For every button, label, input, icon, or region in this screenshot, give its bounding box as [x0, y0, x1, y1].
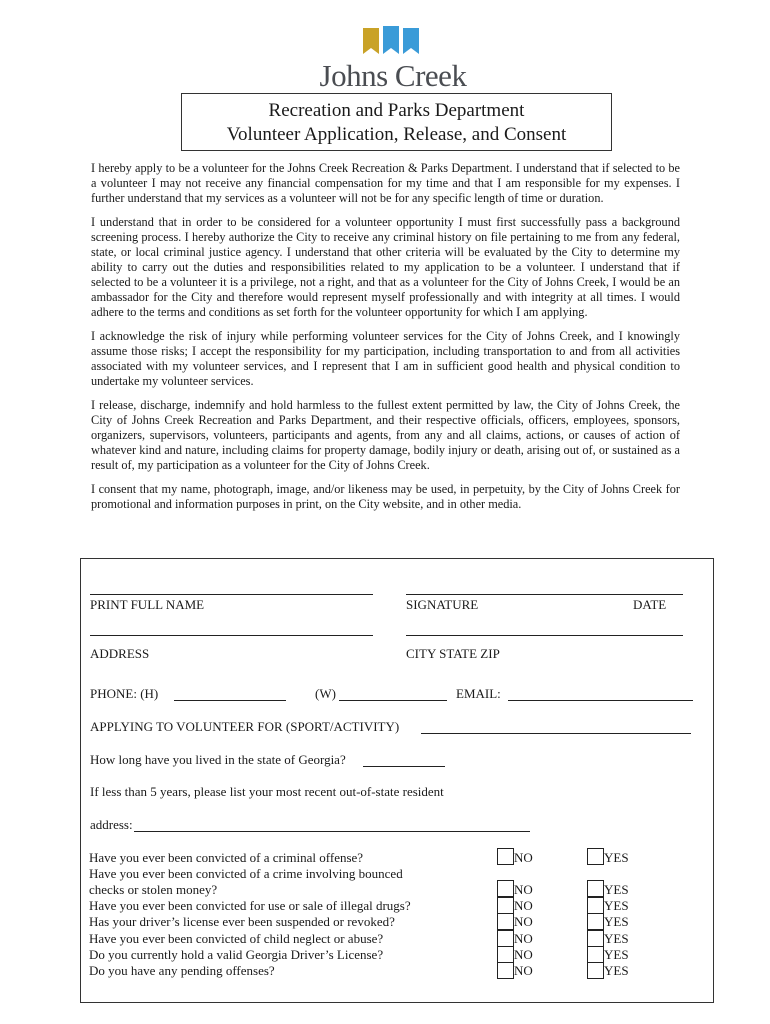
- full-name-line[interactable]: [90, 594, 373, 595]
- question-illegal-drugs: Have you ever been convicted for use or sale of illegal drugs?: [89, 898, 411, 913]
- yes-label: YES: [604, 947, 629, 962]
- yes-checkbox-child-neglect[interactable]: [587, 930, 604, 947]
- paragraph-consent: I consent that my name, photograph, image, and/or likeness may be used, in perpetuity, by the City of Johns Creek for promotional and information purposes in print, on the City website, and in other media.: [91, 482, 680, 511]
- no-label: NO: [514, 947, 533, 962]
- no-label: NO: [514, 850, 533, 865]
- no-label: NO: [514, 931, 533, 946]
- form-title: Volunteer Application, Release, and Consent: [226, 124, 567, 145]
- question-criminal-offense: Have you ever been convicted of a criminal offense?: [89, 850, 364, 865]
- address-label: ADDRESS: [90, 646, 150, 661]
- yes-checkbox-criminal-offense[interactable]: [587, 848, 604, 865]
- paragraph-background-check: I understand that in order to be considered for a volunteer opportunity I must first successfully pass a background screening process. I hereby authorize the City to receive any criminal history on file pertaining to me from any federal, state, or local criminal justice agency. I understand that other criteria will be evaluated by the City to determine my ability to carry out the duties and responsibilities related to my application to be a volunteer. I understand that if selected to be a volunteer it is a privilege, not a right, and that as a volunteer for the City of Johns Creek, I would be an ambassador for the City and therefore would represent myself professionally and with integrity at all times. I would adhere to the terms and conditions as set forth for the volunteer opportunity for which I am applying.: [91, 215, 680, 319]
- yes-label: YES: [604, 898, 629, 913]
- paragraph-risk: I acknowledge the risk of injury while performing volunteer services for the City of Johns Creek, and I knowingly assume those risks; I accept the responsibility for my participation, including transportation to and from all activities associated with my volunteer services, and I represent that I am in sufficient good health and physical condition to undertake my volunteer services.: [91, 329, 680, 388]
- yes-label: YES: [604, 850, 629, 865]
- signature-label: SIGNATURE: [406, 597, 479, 612]
- address-line-label: address:: [90, 817, 133, 832]
- no-label: NO: [514, 963, 533, 978]
- department-title: Recreation and Parks Department: [268, 100, 525, 121]
- yes-checkbox-pending-offenses[interactable]: [587, 962, 604, 979]
- georgia-question-label: How long have you lived in the state of Georgia?: [90, 752, 346, 767]
- yes-checkbox-illegal-drugs[interactable]: [587, 897, 604, 914]
- city-name: Johns Creek: [319, 58, 467, 93]
- yes-label: YES: [604, 882, 629, 897]
- banner-flags-icon: [363, 26, 423, 56]
- out-of-state-address-line[interactable]: [134, 831, 530, 832]
- no-label: NO: [514, 914, 533, 929]
- johns-creek-logo: [313, 22, 473, 92]
- yes-label: YES: [604, 914, 629, 929]
- question-child-neglect: Have you ever been convicted of child neglect or abuse?: [89, 931, 384, 946]
- question-bounced-checks: Have you ever been convicted of a crime involving bounced checks or stolen money?: [89, 866, 403, 897]
- activity-line[interactable]: [421, 733, 691, 734]
- email-line[interactable]: [508, 700, 693, 701]
- agreement-text: [91, 161, 680, 521]
- home-phone-label: PHONE: (H): [90, 686, 159, 701]
- no-checkbox-pending-offenses[interactable]: [497, 962, 514, 979]
- no-label: NO: [514, 882, 533, 897]
- work-phone-label: (W): [315, 686, 336, 701]
- question-valid-license: Do you currently hold a valid Georgia Driver’s License?: [89, 947, 384, 962]
- city-state-zip-line[interactable]: [406, 635, 683, 636]
- yes-checkbox-valid-license[interactable]: [587, 946, 604, 963]
- no-checkbox-license-suspended[interactable]: [497, 913, 514, 930]
- signature-line[interactable]: [406, 594, 683, 595]
- no-checkbox-child-neglect[interactable]: [497, 930, 514, 947]
- email-label: EMAIL:: [456, 686, 501, 701]
- no-checkbox-valid-license[interactable]: [497, 946, 514, 963]
- out-of-state-label: If less than 5 years, please list your most recent out-of-state resident: [90, 784, 444, 799]
- georgia-duration-line[interactable]: [363, 766, 445, 767]
- city-state-zip-label: CITY STATE ZIP: [406, 646, 500, 661]
- yes-checkbox-license-suspended[interactable]: [587, 913, 604, 930]
- no-checkbox-illegal-drugs[interactable]: [497, 897, 514, 914]
- paragraph-release: I release, discharge, indemnify and hold harmless to the fullest extent permitted by law, the City of Johns Creek, the City of Johns Creek Recreation and Parks Department, and their respective officials, officers, employees, sponsors, organizers, supervisors, volunteers, participants and agents, from any and all claims, actions, or causes of action of whatever kind and nature, including claims for property damage, bodily injury or death, arising out of, or sustained as a result of, my participation as a volunteer for the City of Johns Creek.: [91, 398, 680, 472]
- applying-label: APPLYING TO VOLUNTEER FOR (SPORT/ACTIVITY): [90, 719, 400, 734]
- question-license-suspended: Has your driver’s license ever been suspended or revoked?: [89, 914, 395, 929]
- yes-label: YES: [604, 963, 629, 978]
- address-line[interactable]: [90, 635, 373, 636]
- no-label: NO: [514, 898, 533, 913]
- yes-checkbox-bounced-checks[interactable]: [587, 880, 604, 897]
- home-phone-line[interactable]: [174, 700, 286, 701]
- date-label: DATE: [633, 597, 667, 612]
- no-checkbox-criminal-offense[interactable]: [497, 848, 514, 865]
- document-title-box: [181, 93, 612, 151]
- application-form: [80, 558, 714, 1003]
- yes-label: YES: [604, 931, 629, 946]
- print-full-name-label: PRINT FULL NAME: [90, 597, 205, 612]
- paragraph-apply: I hereby apply to be a volunteer for the Johns Creek Recreation & Parks Department. I understand that if selected to be a volunteer I may not receive any financial compensation for my time and that I am responsible for my expenses. I further understand that my services as a volunteer will not be for any specific length of time or duration.: [91, 161, 680, 205]
- no-checkbox-bounced-checks[interactable]: [497, 880, 514, 897]
- question-pending-offenses: Do you have any pending offenses?: [89, 963, 275, 978]
- work-phone-line[interactable]: [339, 700, 447, 701]
